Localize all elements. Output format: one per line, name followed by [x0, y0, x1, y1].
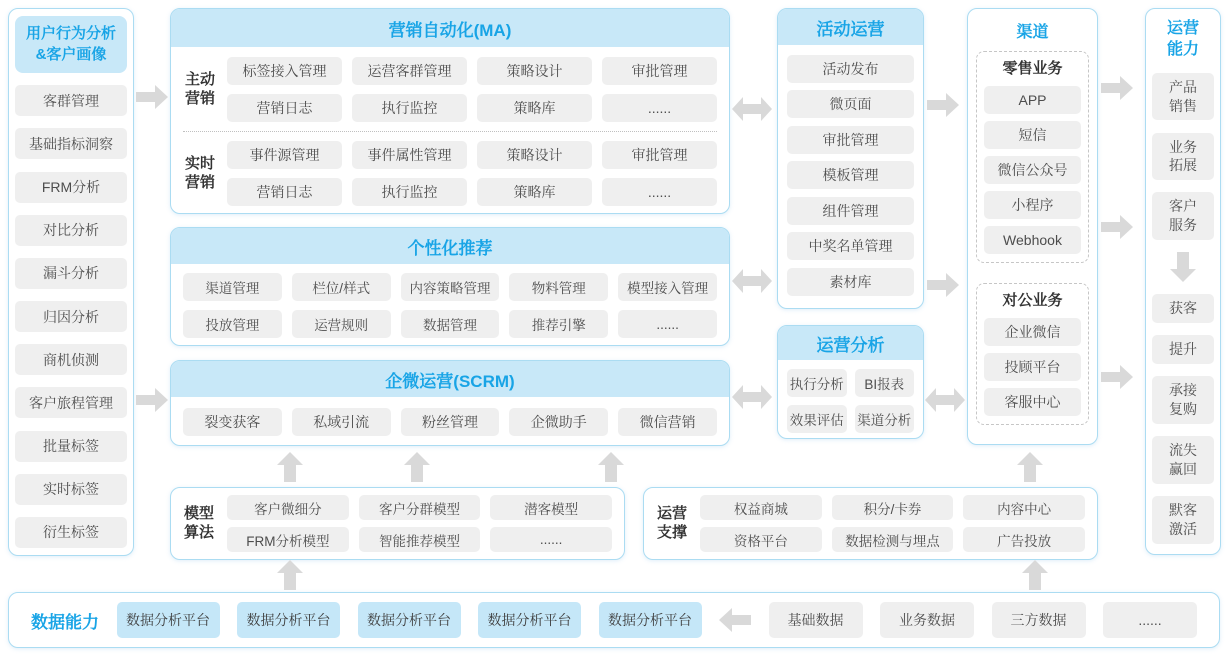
module-tile: 实时标签	[15, 474, 127, 505]
module-tile: 权益商城	[700, 495, 822, 520]
module-tile: 渠道管理	[183, 273, 282, 301]
module-tile: Webhook	[984, 226, 1081, 254]
module-tile: 承接复购	[1152, 376, 1214, 424]
active-marketing-grid	[227, 57, 717, 122]
module-tile: 客户分群模型	[359, 495, 481, 520]
marketing-automation-panel	[170, 8, 730, 214]
arrow-up-icon	[277, 452, 303, 482]
module-tile: 客户服务	[1152, 192, 1214, 240]
activity-list	[778, 45, 923, 308]
module-tile: 对比分析	[15, 215, 127, 246]
arrow-up-icon	[404, 452, 430, 482]
scrm-grid	[171, 397, 729, 447]
module-tile: 标签接入管理	[227, 57, 342, 85]
module-tile: 审批管理	[602, 141, 717, 169]
module-tile: 业务拓展	[1152, 133, 1214, 181]
arrow-up-icon	[598, 452, 624, 482]
module-tile: 模型接入管理	[618, 273, 717, 301]
module-tile: 积分/卡券	[832, 495, 954, 520]
module-tile: ......	[1103, 602, 1197, 638]
model-grid	[227, 495, 612, 552]
data-capability-panel	[8, 592, 1220, 648]
module-tile: 策略库	[477, 94, 592, 122]
arrow-up-icon	[277, 560, 303, 590]
arrow-right-icon	[136, 387, 168, 413]
retail-business-group	[976, 51, 1089, 263]
corporate-business-group	[976, 283, 1089, 425]
group-label: 运营支撑	[656, 504, 687, 541]
dotted-divider	[183, 131, 717, 132]
module-tile: 归因分析	[15, 301, 127, 332]
module-tile: 数据检测与埋点	[832, 527, 954, 552]
group-label: 模型算法	[183, 504, 214, 541]
module-tile: 衍生标签	[15, 517, 127, 548]
realtime-marketing-grid	[227, 141, 717, 206]
arrow-up-icon	[1017, 452, 1043, 482]
module-tile: 执行监控	[352, 94, 467, 122]
platform-tile: 数据分析平台	[117, 602, 220, 638]
operation-analysis-panel	[777, 325, 924, 439]
module-tile: 默客激活	[1152, 496, 1214, 544]
module-tile: 产品销售	[1152, 73, 1214, 121]
group-label: 零售业务	[1002, 60, 1063, 77]
module-tile: 企微助手	[509, 408, 608, 436]
active-marketing-group	[183, 57, 717, 122]
user-behavior-panel	[8, 8, 134, 556]
operation-analysis-title: 运营分析	[778, 326, 923, 360]
arrow-left-right-icon	[925, 387, 965, 413]
module-tile: 私域引流	[292, 408, 391, 436]
activity-operation-title: 活动运营	[778, 9, 923, 45]
module-tile: 潜客模型	[490, 495, 612, 520]
channel-title: 渠道	[1016, 24, 1049, 41]
module-tile: 客群管理	[15, 85, 127, 116]
model-algorithm-panel	[170, 487, 625, 560]
scrm-panel	[170, 360, 730, 446]
operation-support-panel	[643, 487, 1098, 560]
module-tile: 基础指标洞察	[15, 128, 127, 159]
module-tile: 裂变获客	[183, 408, 282, 436]
module-tile: 三方数据	[992, 602, 1086, 638]
module-tile: 运营规则	[292, 310, 391, 338]
module-tile: 小程序	[984, 191, 1081, 219]
user-behavior-panel-title	[15, 16, 127, 73]
module-tile: 微页面	[787, 90, 914, 118]
module-tile: 中奖名单管理	[787, 232, 914, 260]
module-tile: 漏斗分析	[15, 258, 127, 289]
module-tile: 事件属性管理	[352, 141, 467, 169]
operation-capability-title: 运营能力	[1166, 20, 1199, 58]
module-tile: 客户微细分	[227, 495, 349, 520]
module-tile: 营销日志	[227, 94, 342, 122]
module-tile: 商机侦测	[15, 344, 127, 375]
arrow-right-icon	[927, 92, 959, 118]
module-tile: 审批管理	[602, 57, 717, 85]
activity-operation-panel	[777, 8, 924, 309]
arrow-left-right-icon	[732, 96, 772, 122]
module-tile: APP	[984, 86, 1081, 114]
module-tile: 业务数据	[880, 602, 974, 638]
module-tile: 活动发布	[787, 55, 914, 83]
module-tile: 渠道分析	[855, 405, 915, 433]
recommendation-grid	[171, 264, 729, 347]
module-tile: 获客	[1152, 294, 1214, 323]
module-tile: 投放管理	[183, 310, 282, 338]
module-tile: 微信营销	[618, 408, 717, 436]
module-tile: 内容中心	[963, 495, 1085, 520]
module-tile: 企业微信	[984, 318, 1081, 346]
module-tile: 基础数据	[769, 602, 863, 638]
arrow-left-right-icon	[732, 384, 772, 410]
realtime-marketing-group	[183, 141, 717, 206]
personalized-recommendation-title: 个性化推荐	[171, 228, 729, 264]
module-tile: 模板管理	[787, 161, 914, 189]
arrow-down-icon	[1170, 252, 1196, 282]
module-tile: 广告投放	[963, 527, 1085, 552]
module-tile: 客户旅程管理	[15, 387, 127, 418]
data-capability-title: 数据能力	[31, 612, 99, 632]
module-tile: 策略设计	[477, 141, 592, 169]
module-tile: 客服中心	[984, 388, 1081, 416]
group-label: 主动营销	[184, 70, 215, 107]
module-tile: ......	[490, 527, 612, 552]
group-label: 对公业务	[1002, 291, 1063, 309]
module-tile: ......	[618, 310, 717, 338]
corporate-items	[984, 318, 1081, 416]
arrow-right-icon	[1101, 75, 1133, 101]
module-tile: 内容策略管理	[401, 273, 500, 301]
operation-capability-panel	[1145, 8, 1221, 555]
module-tile: 效果评估	[787, 405, 847, 433]
arrow-left-icon	[719, 607, 751, 633]
module-tile: 审批管理	[787, 126, 914, 154]
arrow-right-icon	[136, 84, 168, 110]
arrow-left-right-icon	[732, 268, 772, 294]
module-tile: 数据管理	[401, 310, 500, 338]
module-tile: 资格平台	[700, 527, 822, 552]
channel-panel	[967, 8, 1098, 445]
personalized-recommendation-panel	[170, 227, 730, 346]
module-tile: 短信	[984, 121, 1081, 149]
platform-tile: 数据分析平台	[478, 602, 581, 638]
module-tile: 营销日志	[227, 178, 342, 206]
module-tile: 策略库	[477, 178, 592, 206]
module-tile: FRM分析	[15, 172, 127, 203]
retail-items	[984, 86, 1081, 254]
support-grid	[700, 495, 1085, 552]
arrow-right-icon	[927, 272, 959, 298]
scrm-title: 企微运营(SCRM)	[171, 361, 729, 397]
module-tile: 批量标签	[15, 431, 127, 462]
module-tile: ......	[602, 178, 717, 206]
module-tile: 提升	[1152, 335, 1214, 364]
marketing-automation-body	[171, 47, 729, 206]
module-tile: 微信公众号	[984, 156, 1081, 184]
module-tile: 投顾平台	[984, 353, 1081, 381]
title-line: &客户画像	[35, 46, 107, 63]
module-tile: 组件管理	[787, 197, 914, 225]
platform-tile: 数据分析平台	[237, 602, 340, 638]
module-tile: 素材库	[787, 268, 914, 296]
module-tile: ......	[602, 94, 717, 122]
module-tile: BI报表	[855, 369, 915, 397]
module-tile: 事件源管理	[227, 141, 342, 169]
module-tile: 粉丝管理	[401, 408, 500, 436]
module-tile: 智能推荐模型	[359, 527, 481, 552]
module-tile: 执行监控	[352, 178, 467, 206]
arrow-up-icon	[1022, 560, 1048, 590]
title-line: 用户行为分析	[25, 25, 116, 42]
module-tile: 物料管理	[509, 273, 608, 301]
platform-tile: 数据分析平台	[599, 602, 702, 638]
group-label: 实时营销	[184, 154, 215, 191]
module-tile: 推荐引擎	[509, 310, 608, 338]
arrow-right-icon	[1101, 214, 1133, 240]
module-tile: 策略设计	[477, 57, 592, 85]
platform-tile: 数据分析平台	[358, 602, 461, 638]
marketing-automation-title: 营销自动化(MA)	[171, 9, 729, 47]
module-tile: 运营客群管理	[352, 57, 467, 85]
arrow-right-icon	[1101, 364, 1133, 390]
module-tile: 栏位/样式	[292, 273, 391, 301]
analysis-grid	[778, 360, 923, 442]
module-tile: FRM分析模型	[227, 527, 349, 552]
module-tile: 流失赢回	[1152, 436, 1214, 484]
module-tile: 执行分析	[787, 369, 847, 397]
